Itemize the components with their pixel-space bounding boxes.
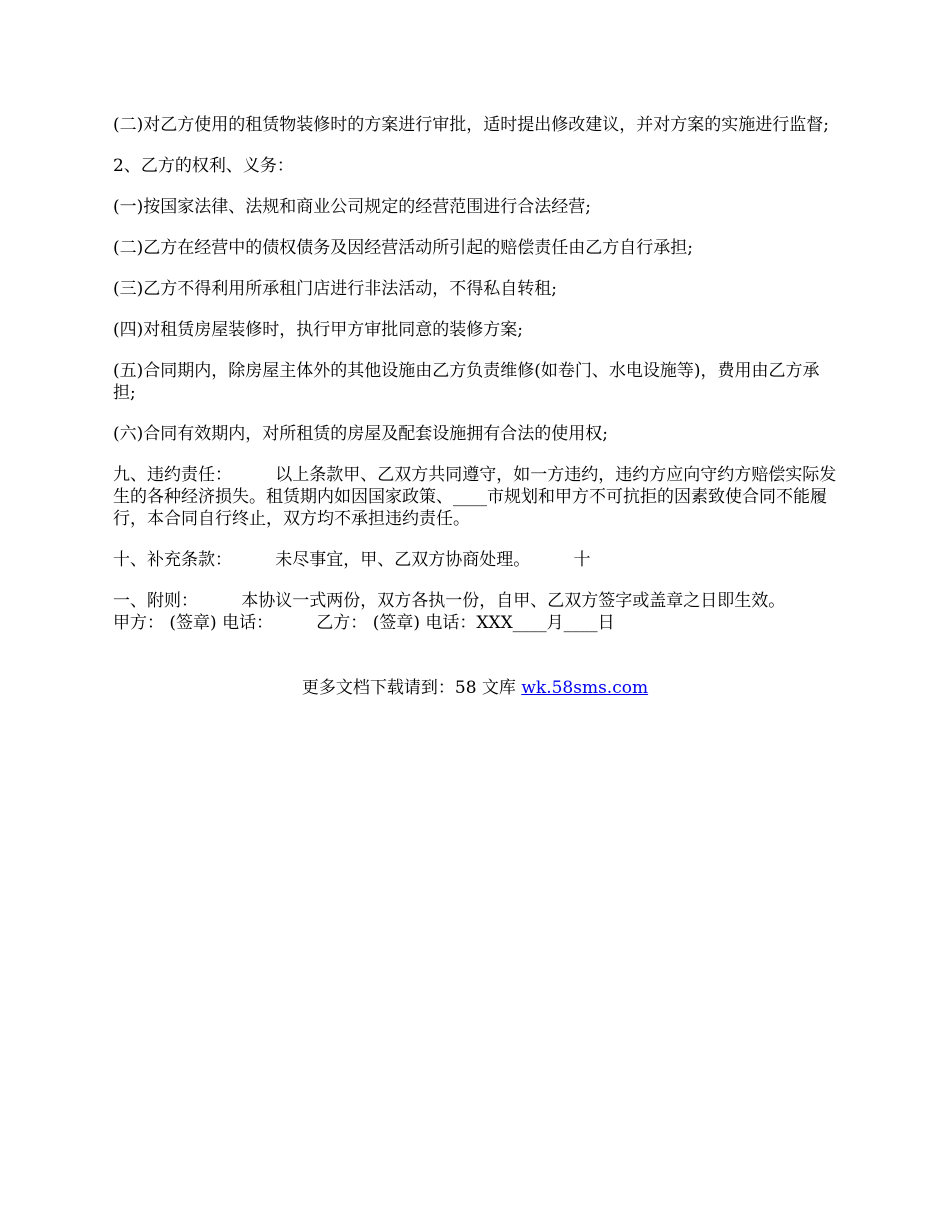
attachment-paragraph: 一、附则： 本协议一式两份，双方各执一份，自甲、乙双方签字或盖章之日即生效。 (113, 591, 786, 611)
party-b-item-1: (一)按国家法律、法规和商业公司规定的经营范围进行合法经营; (113, 197, 591, 217)
party-b-item-3: (三)乙方不得利用所承租门店进行非法活动，不得私自转租; (113, 279, 557, 299)
footer-link[interactable]: wk.58sms.com (521, 678, 649, 698)
party-b-item-6: (六)合同有效期内，对所租赁的房屋及配套设施拥有合法的使用权; (113, 424, 608, 444)
party-b-item-5: (五)合同期内，除房屋主体外的其他设施由乙方负责维修(如卷门、水电设施等)，费用由乙方承担; (113, 361, 820, 403)
footer-text: 更多文档下载请到：58 文库 (301, 678, 522, 698)
party-b-item-4: (四)对租赁房屋装修时，执行甲方审批同意的装修方案; (113, 320, 523, 340)
download-footer (0, 677, 950, 699)
party-b-item-2: (二)乙方在经营中的债权债务及因经营活动所引起的赔偿责任由乙方自行承担; (113, 238, 693, 258)
breach-liability-paragraph: 九、违约责任： 以上条款甲、乙双方共同遵守，如一方违约，违约方应向守约方赔偿实际发生的各种经济损失。租赁期内如因国家政策、____市规划和甲方不可抗拒的因素致使合同不能履行，本合同自行终止，双方均不承担违约责任。 (113, 465, 837, 529)
clause-2-2-paragraph: (二)对乙方使用的租赁物装修时的方案进行审批，适时提出修改建议，并对方案的实施进行监督; (113, 115, 829, 135)
supplementary-terms-paragraph: 十、补充条款： 未尽事宜，甲、乙双方协商处理。 十 (113, 550, 591, 570)
document-body (113, 114, 837, 653)
party-b-rights-heading: 2、乙方的权利、义务： (113, 156, 294, 176)
signature-line: 甲方： (签章) 电话： 乙方： (签章) 电话：XXX____月____日 (113, 613, 615, 633)
